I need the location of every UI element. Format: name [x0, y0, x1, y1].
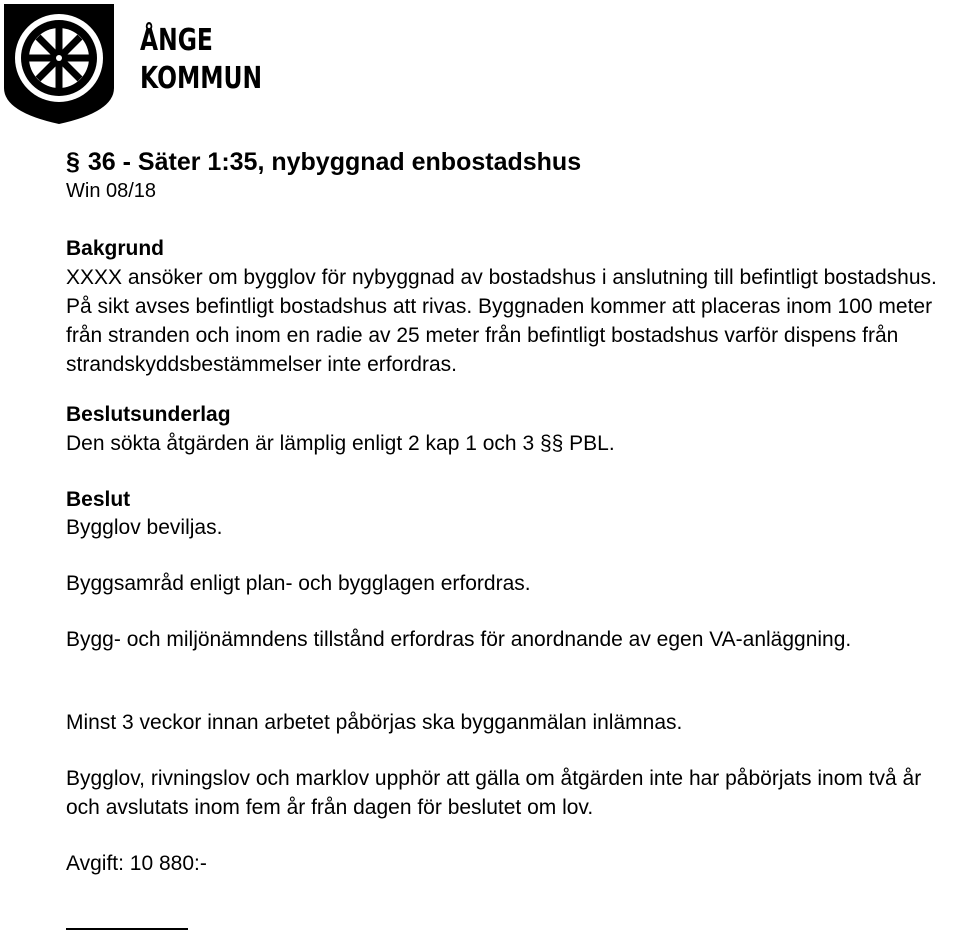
logo-text-kommun: KOMMUN	[140, 61, 263, 96]
bakgrund-text: XXXX ansöker om bygglov för nybyggnad av bostadshus i anslutning till befintligt bostadshus. På sikt avses befintligt bostadshus att rivas. Byggnaden kommer att placeras inom 100 meter från stranden och inom en radie av 25 meter från befintligt bostadshus varför dispens från strandskyddsbestämmelser inte erfordras.	[66, 266, 937, 376]
case-title: 36 - Säter 1:35, nybyggnad enbostadshus	[87, 148, 582, 176]
logo-text-ange: ÅNGE	[140, 23, 213, 58]
case-reference: Win 08/18	[66, 180, 157, 202]
beslut-heading: Beslut	[66, 488, 131, 511]
fee-text: Avgift: 10 880:-	[66, 852, 207, 875]
municipality-logo	[0, 0, 263, 130]
wheel-emblem-icon	[0, 0, 122, 126]
beslut-paragraph-1: Bygglov beviljas.	[66, 516, 223, 539]
beslut-paragraph-2: Byggsamråd enligt plan- och bygglagen erfordras.	[66, 572, 531, 595]
beslutsunderlag-text: Den sökta åtgärden är lämplig enligt 2 kap 1 och 3 §§ PBL.	[66, 432, 615, 455]
signature-line	[66, 928, 188, 930]
beslut-paragraph-4: Minst 3 veckor innan arbetet påbörjas ska bygganmälan inlämnas.	[66, 711, 683, 734]
case-heading	[66, 148, 581, 177]
section-sign: §	[66, 148, 80, 176]
beslut-paragraph-5: Bygglov, rivningslov och marklov upphör att gälla om åtgärden inte har påbörjats inom två år och avslutats inom fem år från dagen för beslutet om lov.	[66, 767, 922, 819]
beslutsunderlag-heading: Beslutsunderlag	[66, 403, 231, 426]
bakgrund-heading: Bakgrund	[66, 237, 165, 260]
beslut-paragraph-3: Bygg- och miljönämndens tillstånd erfordras för anordnande av egen VA-anläggning.	[66, 628, 852, 651]
